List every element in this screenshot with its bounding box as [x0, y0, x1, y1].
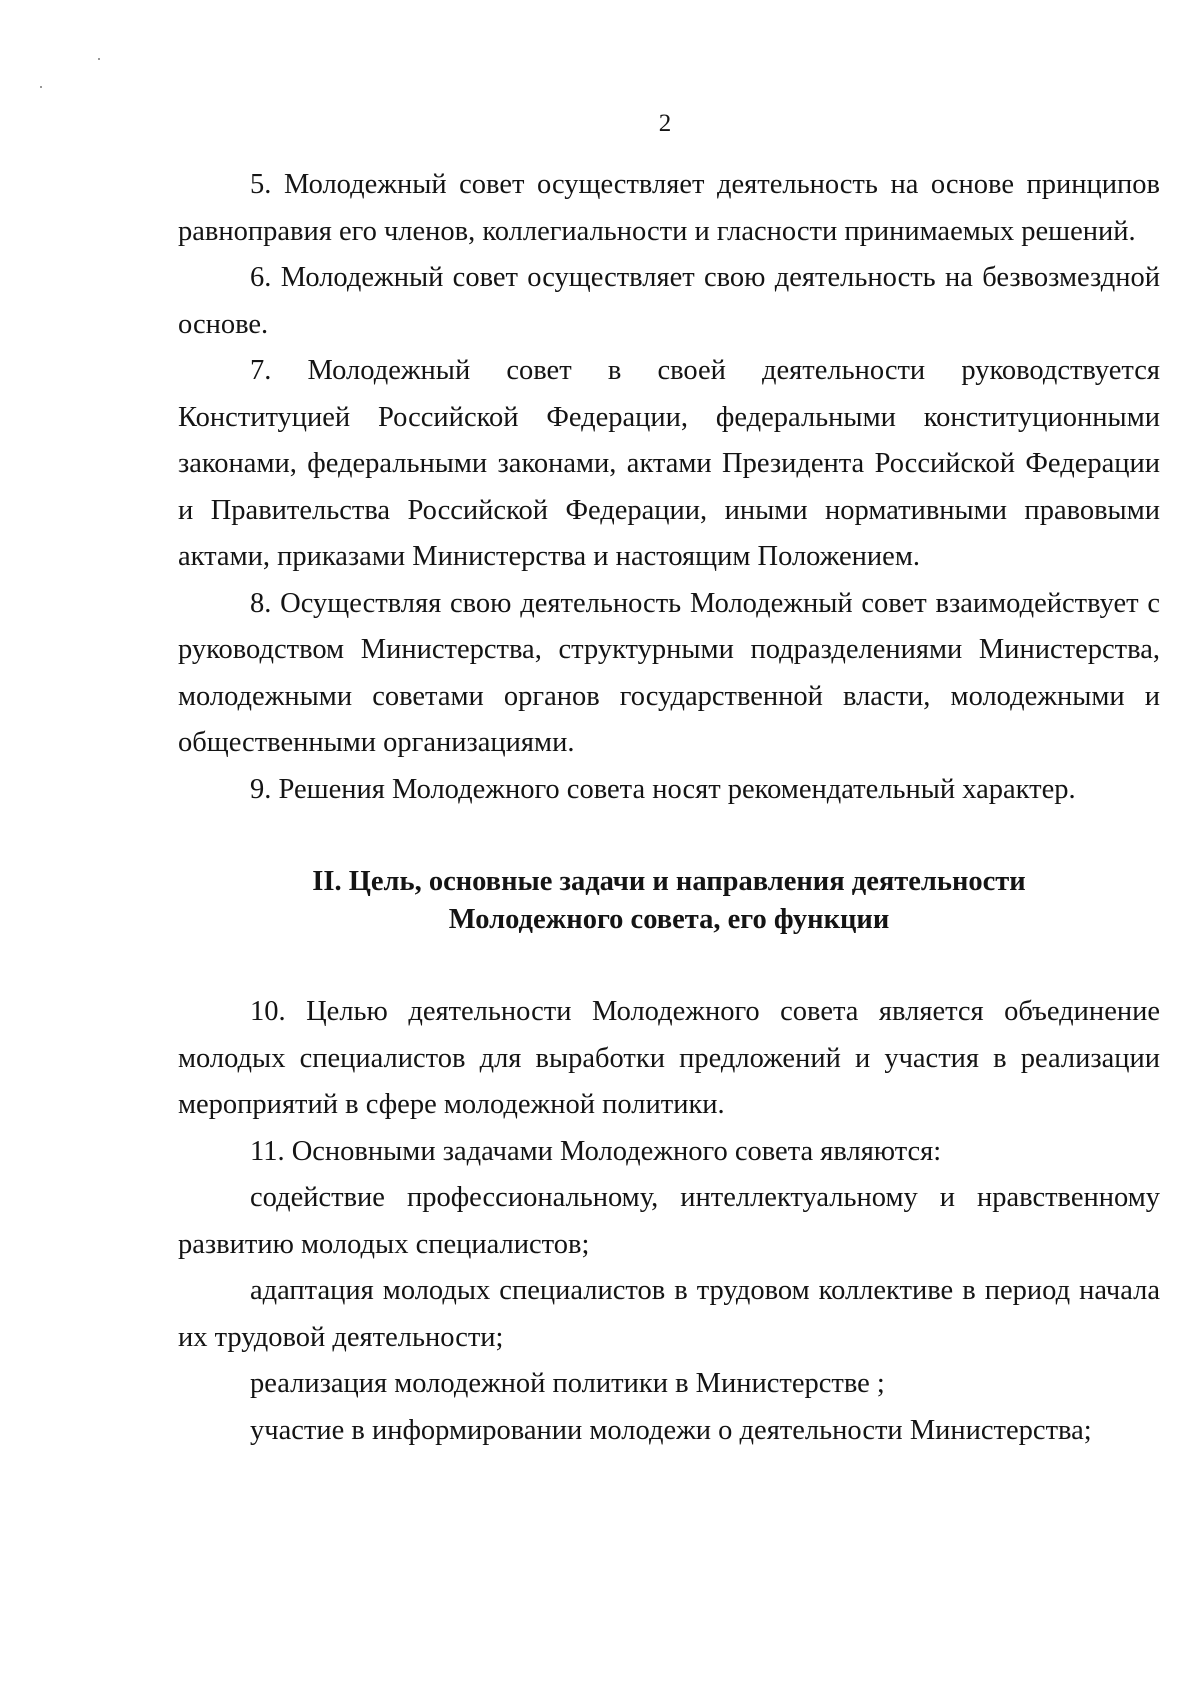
scan-speck — [40, 86, 42, 88]
section-heading-line-1: II. Цель, основные задачи и направления деятельности — [312, 866, 1026, 897]
list-item: адаптация молодых специалистов в трудовом коллективе в период начала их трудовой деятельности; — [178, 1275, 1160, 1353]
list-item: реализация молодежной политики в Министерстве ; — [250, 1368, 885, 1399]
section-heading — [178, 863, 1160, 939]
paragraph-7: 7. Молодежный совет в своей деятельности руководствуется Конституцией Российской Федерации, федеральными конституционными законами, федеральными законами, актами Президента Российской Федерации и Правительства Российской Федерации, иными нормативными правовыми актами, приказами Министерства и настоящим Положением. — [178, 355, 1160, 572]
scan-speck — [98, 58, 100, 60]
section-heading-line-2: Молодежного совета, его функции — [448, 904, 890, 935]
paragraph-8: 8. Осуществляя свою деятельность Молодежный совет взаимодействует с руководством Министерства, структурными подразделениями Министерства, молодежными советами органов государственной власти, молодежными и общественными организациями. — [178, 587, 1160, 758]
paragraph-5: 5. Молодежный совет осуществляет деятельность на основе принципов равноправия его членов, коллегиальности и гласности принимаемых решений. — [178, 169, 1160, 247]
paragraph-6: 6. Молодежный совет осуществляет свою деятельность на безвозмездной основе. — [178, 262, 1160, 340]
paragraph-9: 9. Решения Молодежного совета носят рекомендательный характер. — [250, 773, 1076, 805]
paragraph-10: 10. Целью деятельности Молодежного совета является объединение молодых специалистов для выработки предложений и участия в реализации мероприятий в сфере молодежной политики. — [178, 996, 1160, 1120]
list-item: участие в информировании молодежи о деятельности Министерства; — [250, 1414, 1092, 1446]
paragraph-11: 11. Основными задачами Молодежного совета являются: — [250, 1135, 942, 1167]
document-body — [178, 162, 1160, 1454]
list-item: содействие профессиональному, интеллектуальному и нравственному развитию молодых специалистов; — [178, 1182, 1160, 1260]
page-number: 2 — [658, 110, 672, 137]
